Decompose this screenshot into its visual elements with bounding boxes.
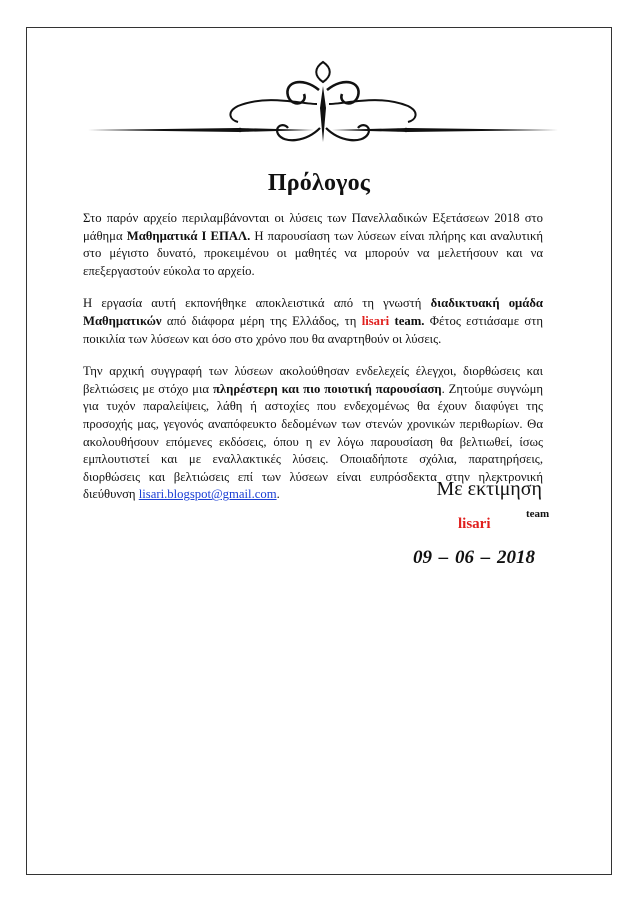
signature-team: team xyxy=(526,508,550,520)
paragraph-1: Στο παρόν αρχείο περιλαμβάνονται οι λύσεις των Πανελλαδικών Εξετάσεων 2018 στο μάθημα Μαθηματικά Ι ΕΠΑΛ. Η παρουσίαση των λύσεων είναι πλήρης και αναλυτική στο μέγιστο δυνατό, προκειμένου οι μαθητές να μπορούν να μελετήσουν και να επεξεργαστούν εύκολα το αρχείο. xyxy=(83,211,543,278)
signature-lisari: lisari xyxy=(458,516,491,532)
lisari-brand: lisari xyxy=(361,313,390,328)
group-name: διαδικτυακή ομάδα Μαθηματικών xyxy=(83,296,543,328)
flourish-divider-icon xyxy=(88,58,558,158)
paragraph-3: Την αρχική συγγραφή των λύσεων ακολούθησαν ενδελεχείς έλεγχοι, διορθώσεις και βελτιώσεις με στόχο μια πληρέστερη και πιο ποιοτική παρουσίαση. Ζητούμε συγνώμη για τυχόν παραλείψεις, λάθη ή αστοχίες που ενδεχομένως θα έχουν διαφύγει της προσοχής μας, γεγονός αναπόφευκτο δεδομένων των στενών χρονικών περιθωρίων. Θα ακολουθήσουν επόμενες εκδόσεις, όπου η εν λόγω παρουσίαση θα βελτιωθεί, ίσως εμπλουτιστεί και με εναλλακτικές λύσεις. Οποιαδήποτε σχόλια, παρατηρήσεις, διορθώσεις και βελτιώσεις επί των λύσεων είναι ευπρόσδεκτα στην ηλεκτρονική διεύθυνση lisari.blogspot@gmail.com. xyxy=(83,364,544,502)
document-body xyxy=(83,210,543,519)
page-title: Πρόλογος xyxy=(267,170,371,196)
team-word: team. xyxy=(394,313,425,328)
signature xyxy=(458,508,550,533)
email-link[interactable]: lisari.blogspot@gmail.com xyxy=(138,487,277,502)
closing-greeting: Με εκτίμηση xyxy=(436,478,542,500)
course-name: Μαθηματικά Ι ΕΠΑΛ. xyxy=(126,228,251,243)
emphasis-presentation: πληρέστερη και πιο ποιοτική παρουσίαση xyxy=(212,381,442,396)
document-date: 09 – 06 – 2018 xyxy=(413,547,535,568)
paragraph-2: Η εργασία αυτή εκπονήθηκε αποκλειστικά από τη γνωστή διαδικτυακή ομάδα Μαθηματικών από διάφορα μέρη της Ελλάδος, τη lisari team. Φέτος εστιάσαμε στη ποικιλία των λύσεων και όσο στο χρόνο που θα αναρτηθούν οι λύσεις. xyxy=(83,296,544,346)
